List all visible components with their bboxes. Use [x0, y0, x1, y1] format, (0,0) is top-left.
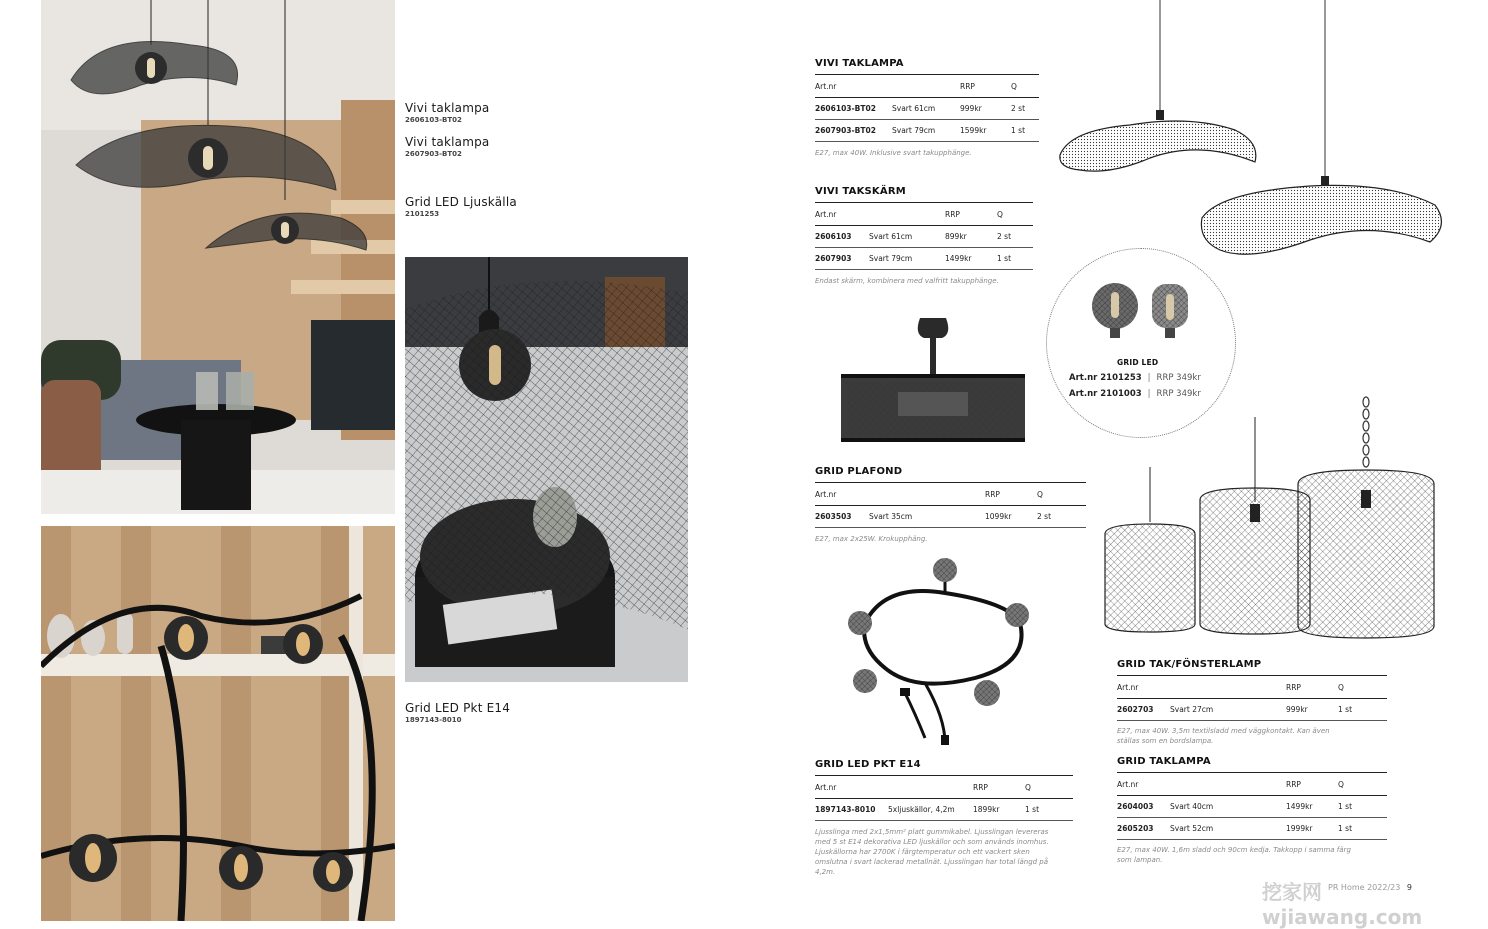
caption-code: 2606103-BT02	[405, 116, 462, 124]
section-title: GRID PLAFOND	[815, 466, 903, 477]
col-header: Art.nr	[815, 776, 888, 799]
cell-qty: 1 st	[1025, 799, 1073, 821]
cell-rrp: 1099kr	[985, 506, 1037, 528]
spec-table	[815, 482, 1086, 528]
illustration-vivi-lamps	[1050, 0, 1450, 270]
col-header: RRP	[1286, 773, 1338, 796]
caption-name: Grid LED Ljuskälla	[405, 195, 517, 209]
cell-desc: Svart 40cm	[1170, 796, 1286, 818]
section-title: VIVI TAKSKÄRM	[815, 186, 906, 197]
col-header	[1170, 676, 1286, 699]
caption-name: Vivi taklampa	[405, 135, 490, 149]
section-note: E27, max 2x25W. Krokupphäng.	[815, 535, 928, 543]
cell-qty: 2 st	[1011, 98, 1039, 120]
cell-qty: 1 st	[1338, 796, 1387, 818]
section-vivi-taklampa	[815, 58, 1039, 158]
table-row	[815, 506, 1086, 528]
grid-led-artnr: Art.nr 2101003	[1069, 389, 1142, 399]
table-row	[815, 799, 1073, 821]
cell-rrp: 999kr	[960, 98, 1011, 120]
col-header: Q	[1338, 773, 1387, 796]
cell-qty: 2 st	[1037, 506, 1086, 528]
cell-rrp: 999kr	[1286, 699, 1338, 721]
cell-artnr: 2606103	[815, 226, 869, 248]
cell-qty: 1 st	[1011, 120, 1039, 142]
col-header	[869, 203, 945, 226]
section-title: GRID LED PKT E14	[815, 759, 921, 770]
caption-code: 1897143-8010	[405, 716, 462, 724]
cell-artnr: 1897143-8010	[815, 799, 888, 821]
cell-rrp: 1899kr	[973, 799, 1025, 821]
cell-rrp: 1999kr	[1286, 818, 1338, 840]
section-note: E27, max 40W. 3,5m textilsladd med väggkontakt. Kan även ställas som en bordslampa.	[1117, 727, 1330, 745]
cell-desc: Svart 27cm	[1170, 699, 1286, 721]
cell-qty: 2 st	[997, 226, 1033, 248]
illustration-grid-led-bulbs	[1088, 280, 1198, 340]
col-header: Art.nr	[815, 203, 869, 226]
table-row	[1117, 699, 1387, 721]
section-title: GRID TAKLAMPA	[1117, 756, 1211, 767]
section-title: VIVI TAKLAMPA	[815, 58, 904, 69]
cell-artnr: 2606103-BT02	[815, 98, 892, 120]
section-grid-plafond	[815, 466, 1086, 544]
cell-desc: Svart 61cm	[892, 98, 960, 120]
cell-artnr: 2604003	[1117, 796, 1170, 818]
cell-artnr: 2607903-BT02	[815, 120, 892, 142]
cell-rrp: 1599kr	[960, 120, 1011, 142]
spec-table	[815, 202, 1033, 270]
col-header	[1170, 773, 1286, 796]
illustration-grid-led-string	[845, 553, 1040, 748]
grid-led-title: GRID LED	[1117, 358, 1159, 367]
section-note: E27, max 40W. 1,6m sladd och 90cm kedja. Takkopp i samma färg som lampan.	[1117, 846, 1351, 864]
separator: |	[1147, 373, 1151, 383]
cell-qty: 1 st	[1338, 699, 1387, 721]
cell-rrp: 1499kr	[945, 248, 997, 270]
col-header: Q	[1338, 676, 1387, 699]
spec-table	[815, 775, 1073, 821]
section-note: Endast skärm, kombinera med valfritt takupphänge.	[815, 277, 999, 285]
col-header: Art.nr	[815, 483, 869, 506]
caption-grid-led-pkt	[405, 701, 510, 724]
separator: |	[1147, 389, 1151, 399]
grid-led-artnr: Art.nr 2101253	[1069, 373, 1142, 383]
col-header	[888, 776, 973, 799]
watermark: 挖家网 wjiawang.com	[1262, 880, 1423, 929]
illustration-grid-plafond	[838, 314, 1028, 446]
cell-desc: Svart 79cm	[869, 248, 945, 270]
cell-qty: 1 st	[1338, 818, 1387, 840]
col-header: Q	[997, 203, 1033, 226]
col-header: Q	[1037, 483, 1086, 506]
col-header: Q	[1011, 75, 1039, 98]
cell-artnr: 2605203	[1117, 818, 1170, 840]
col-header: Q	[1025, 776, 1073, 799]
page-number: 9	[1406, 883, 1412, 892]
table-row	[815, 248, 1033, 270]
spec-table	[815, 74, 1039, 142]
cell-desc: Svart 61cm	[869, 226, 945, 248]
caption-grid-led-ljuskalla	[405, 195, 517, 218]
cell-desc: Svart 35cm	[869, 506, 985, 528]
table-row	[815, 226, 1033, 248]
cell-artnr: 2607903	[815, 248, 869, 270]
col-header: RRP	[973, 776, 1025, 799]
photo-vivi-topdown-detail	[405, 257, 688, 682]
grid-led-rrp: RRP 349kr	[1156, 373, 1201, 383]
spec-table	[1117, 772, 1387, 840]
cell-artnr: 2602703	[1117, 699, 1170, 721]
grid-led-rrp: RRP 349kr	[1156, 389, 1201, 399]
cell-desc: Svart 52cm	[1170, 818, 1286, 840]
table-row	[1117, 796, 1387, 818]
spec-table	[1117, 675, 1387, 721]
section-note: E27, max 40W. Inklusive svart takupphänge.	[815, 149, 972, 157]
table-row	[1117, 818, 1387, 840]
caption-code: 2607903-BT02	[405, 150, 462, 158]
col-header: Art.nr	[1117, 773, 1170, 796]
cell-rrp: 1499kr	[1286, 796, 1338, 818]
caption-vivi-79	[405, 135, 490, 158]
caption-code: 2101253	[405, 210, 440, 218]
col-header: Art.nr	[815, 75, 892, 98]
section-grid-led-pkt	[815, 759, 1073, 877]
footer-text: PR Home 2022/23	[1328, 883, 1401, 892]
cell-artnr: 2603503	[815, 506, 869, 528]
section-title: GRID TAK/FÖNSTERLAMP	[1117, 659, 1262, 670]
col-header: RRP	[945, 203, 997, 226]
col-header	[869, 483, 985, 506]
photo-grid-led-string-shelf	[41, 526, 395, 921]
col-header: RRP	[1286, 676, 1338, 699]
grid-led-row-1	[1069, 373, 1201, 383]
col-header: RRP	[985, 483, 1037, 506]
col-header: RRP	[960, 75, 1011, 98]
section-note: Ljusslinga med 2x1,5mm² platt gummikabel. Ljusslingan levereras med 5 st E14 dekorativa LED ljuskällor och som används inomhus. Ljuskällorna har 2700K i färgtemperatur och ett vackert sken omslutna i svart lackerad metallnät. Ljusslingan har total längd på 4,2m.	[815, 828, 1049, 876]
caption-name: Vivi taklampa	[405, 101, 490, 115]
table-row	[815, 120, 1039, 142]
illustration-grid-pendants	[1100, 392, 1440, 642]
table-row	[815, 98, 1039, 120]
photo-vivi-living-room	[41, 0, 395, 514]
col-header	[892, 75, 960, 98]
section-grid-taklampa	[1117, 756, 1387, 865]
cell-desc: 5xljuskällor, 4,2m	[888, 799, 973, 821]
caption-name: Grid LED Pkt E14	[405, 701, 511, 715]
cell-desc: Svart 79cm	[892, 120, 960, 142]
cell-rrp: 899kr	[945, 226, 997, 248]
cell-qty: 1 st	[997, 248, 1033, 270]
section-vivi-takskarm	[815, 186, 1033, 286]
col-header: Art.nr	[1117, 676, 1170, 699]
caption-vivi-61	[405, 101, 490, 124]
section-grid-tak-fonsterlamp	[1117, 659, 1387, 746]
